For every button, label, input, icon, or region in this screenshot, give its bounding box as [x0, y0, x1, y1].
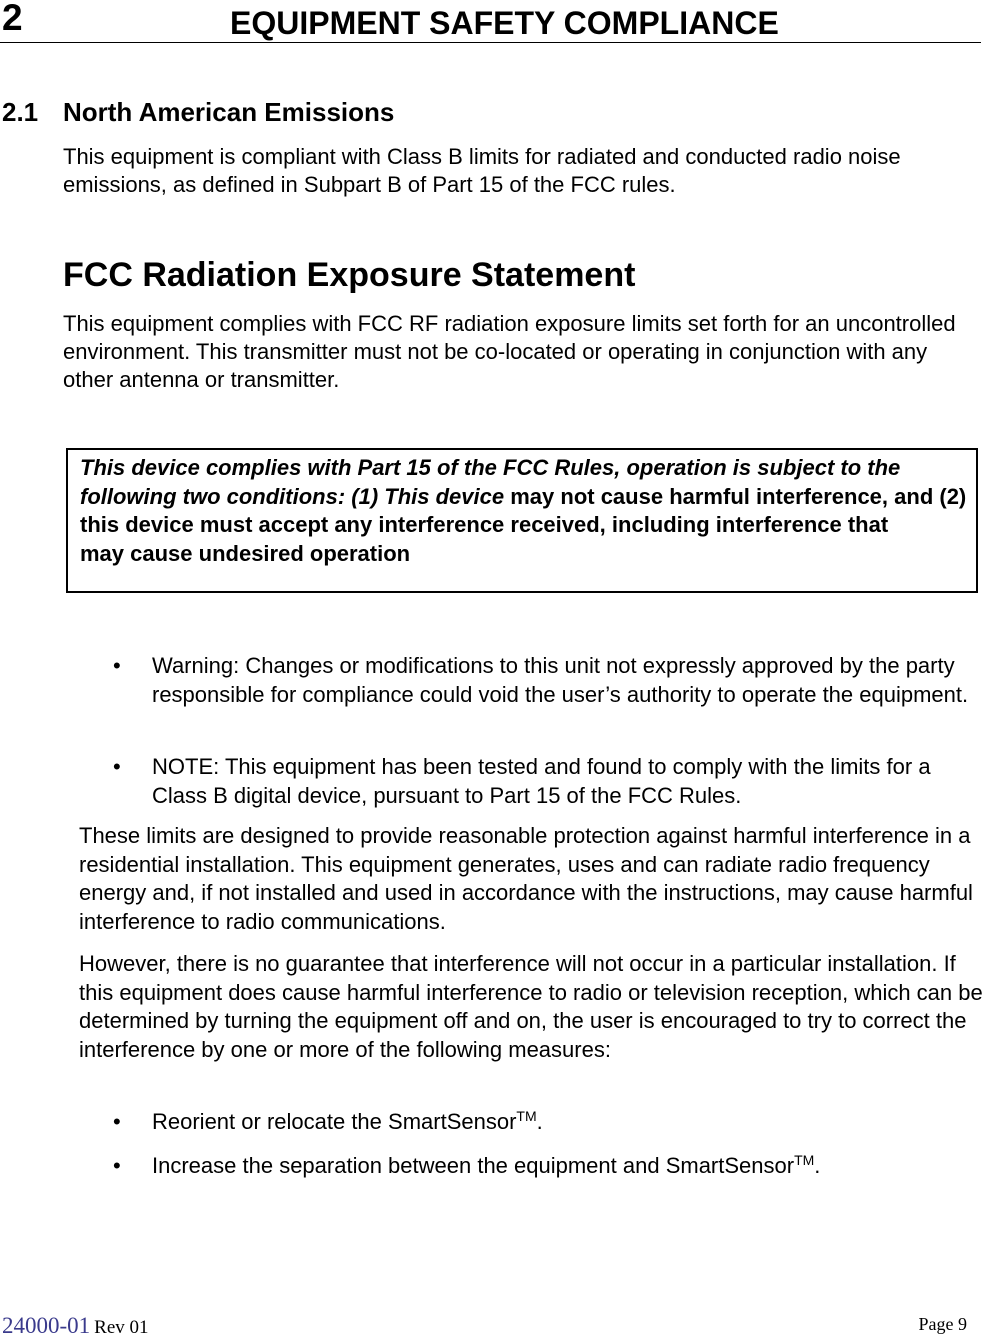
warning-bullet: Warning: Changes or modifications to this unit not expressly approved by the party responsible for compliance could void the user’s authority to operate the equipment. — [152, 653, 969, 707]
reorient-bullet — [152, 1108, 982, 1137]
notice-bold: may not cause harmful interference, and (2) this device must accept any interference received, including interference that — [80, 483, 967, 537]
bullet-dot: • — [113, 754, 121, 779]
fcc-body: This equipment complies with FCC RF radiation exposure limits set forth for an uncontrolled environment. This transmitter must not be co-located or operating in conjunction with any other antenna or transmitter. — [63, 311, 956, 392]
section-body: This equipment is compliant with Class B limits for radiated and conducted radio noise emissions, as defined in Subpart B of Part 15 of the FCC rules. — [63, 144, 901, 197]
bullet-dot: • — [113, 1109, 121, 1134]
section-title: North American Emissions — [63, 97, 395, 127]
footer-doc-number: 24000-01 — [2, 1313, 91, 1338]
bullet-dot: • — [113, 1153, 121, 1178]
limits-paragraph: These limits are designed to provide reasonable protection against harmful interference in a residential installation. This equipment generates, uses and can radiate radio frequency energy and, if not installed and used in accordance with the instructions, may cause harmful interference to radio communications. — [79, 823, 973, 934]
fcc-heading: FCC Radiation Exposure Statement — [63, 256, 636, 294]
fcc-notice-text — [80, 454, 976, 540]
trademark-sup: TM — [516, 1108, 537, 1124]
footer-doc-id — [2, 1313, 149, 1339]
chapter-divider — [0, 42, 981, 43]
footer-page-number: Page 9 — [918, 1314, 967, 1334]
guarantee-paragraph: However, there is no guarantee that interference will not occur in a particular installation. If this equipment does cause harmful interference to radio or television reception, which can be determined by turning the equipment off and on, the user is encouraged to try to correct the interference by one or more of the following measures: — [79, 951, 983, 1062]
note-bullet: NOTE: This equipment has been tested and found to comply with the limits for a Class B digital device, pursuant to Part 15 of the FCC Rules. — [152, 754, 931, 808]
separation-bullet — [152, 1152, 982, 1181]
section-number: 2.1 — [2, 97, 39, 127]
reorient-text: Reorient or relocate the SmartSensor — [152, 1109, 517, 1134]
notice-last-line: may cause undesired operation — [80, 540, 411, 566]
reorient-end: . — [536, 1109, 543, 1134]
trademark-sup: TM — [794, 1152, 815, 1168]
separation-end: . — [814, 1153, 821, 1178]
separation-text: Increase the separation between the equipment and SmartSensor — [152, 1153, 795, 1178]
chapter-number: 2 — [2, 0, 23, 38]
footer-revision: Rev 01 — [94, 1317, 149, 1338]
notice-italic: This device complies with Part 15 of the FCC Rules, operation is subject to the following two conditions: (1) This device — [80, 455, 901, 509]
bullet-dot: • — [113, 653, 121, 678]
chapter-title: EQUIPMENT SAFETY COMPLIANCE — [230, 5, 779, 41]
fcc-notice-box — [66, 448, 978, 593]
